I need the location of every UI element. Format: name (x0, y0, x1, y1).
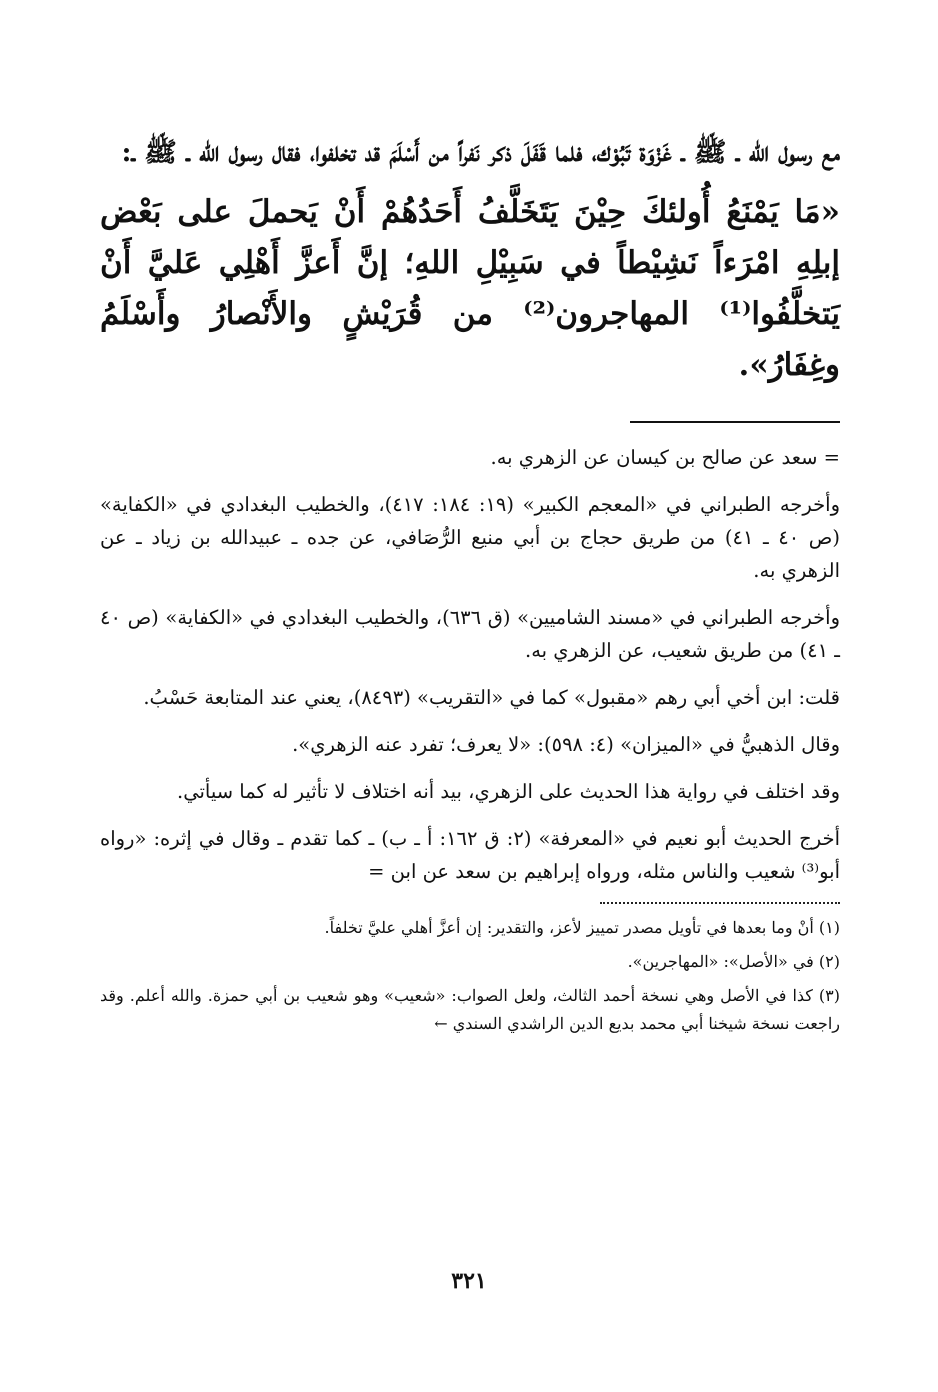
hadith-quote: «مَا يَمْنَعُ أُولئكَ حِيْنَ يَتَخَلَّفُ أَحَدُهُمْ أَنْ يَحملَ على بَعْض إبلِهِ امْرَءاً نَشِيْطاً في سَبِيْلِ اللهِ؛ إنَّ أَعزَّ أَهْلِي عَليَّ أَنْ يَتخلَّفُوا⁽¹⁾ المهاجرون⁽²⁾ من قُرَيْشٍ والأَنْصارُ وأَسْلَمُ وغِفَارُ». (100, 194, 840, 383)
commentary-paragraph: أخرج الحديث أبو نعيم في «المعرفة» (٢: ق ١٦٢: أ ـ ب) ـ كما تقدم ـ وقال في إثره: «رواه أبو⁽³⁾ شعيب والناس مثله، ورواه إبراهيم بن سعد عن ابن = (100, 827, 840, 883)
page-content (100, 130, 840, 1044)
footnote-2: (٢) في «الأصل»: «المهاجرين». (627, 952, 840, 971)
footnotes-section (100, 914, 840, 1038)
commentary-paragraph: وقال الذهبيُّ في «الميزان» (٤: ٥٩٨): «لا يعرف؛ تفرد عنه الزهري». (292, 733, 840, 756)
commentary-paragraph: وأخرجه الطبراني في «مسند الشاميين» (ق ٦٣٦)، والخطيب البغدادي في «الكفاية» (ص ٤٠ ـ ٤١) من طريق شعيب، عن الزهري به. (100, 606, 840, 662)
commentary-paragraph: قلت: ابن أخي أبي رهم «مقبول» كما في «التقريب» (٨٤٩٣)، يعني عند المتابعة حَسْبُ. (143, 686, 840, 709)
main-paragraph: مع رسول الله ـ ﷺ ـ غَزْوَة تَبُوْك، فلما قَفَلَ ذكر نَفراً من أَسْلَمَ قد تخلفوا، فقال رسول الله ـ ﷺ ـ: (121, 137, 840, 168)
commentary-paragraph: = سعد عن صالح بن كيسان عن الزهري به. (490, 446, 840, 469)
dotted-separator (600, 902, 840, 904)
commentary-paragraph: وقد اختلف في رواية هذا الحديث على الزهري، بيد أنه اختلاف لا تأثير له كما سيأتي. (177, 780, 840, 803)
footnote-separator (630, 421, 840, 423)
footnote-1: (١) أنْ وما بعدها في تأويل مصدر تمييز لأعز، والتقدير: إن أعزَّ أهلي عليَّ تخلفاً. (324, 918, 840, 937)
commentary-section (100, 441, 840, 888)
commentary-paragraph: وأخرجه الطبراني في «المعجم الكبير» (١٩: ١٨٤: ٤١٧)، والخطيب البغدادي في «الكفاية» (ص ٤٠ ـ ٤١) من طريق حجاج بن أبي منيع الرُّصَافي، عن جده ـ عبيدالله بن زياد ـ عن الزهري به. (100, 493, 840, 582)
footnote-3: (٣) كذا في الأصل وهي نسخة أحمد الثالث، ولعل الصواب: «شعيب» وهو شعيب بن أبي حمزة. والله أعلم. وقد راجعت نسخة شيخنا أبي محمد بديع الدين الراشدي السندي ← (100, 986, 840, 1033)
page-number: ٣٢١ (451, 1268, 487, 1294)
